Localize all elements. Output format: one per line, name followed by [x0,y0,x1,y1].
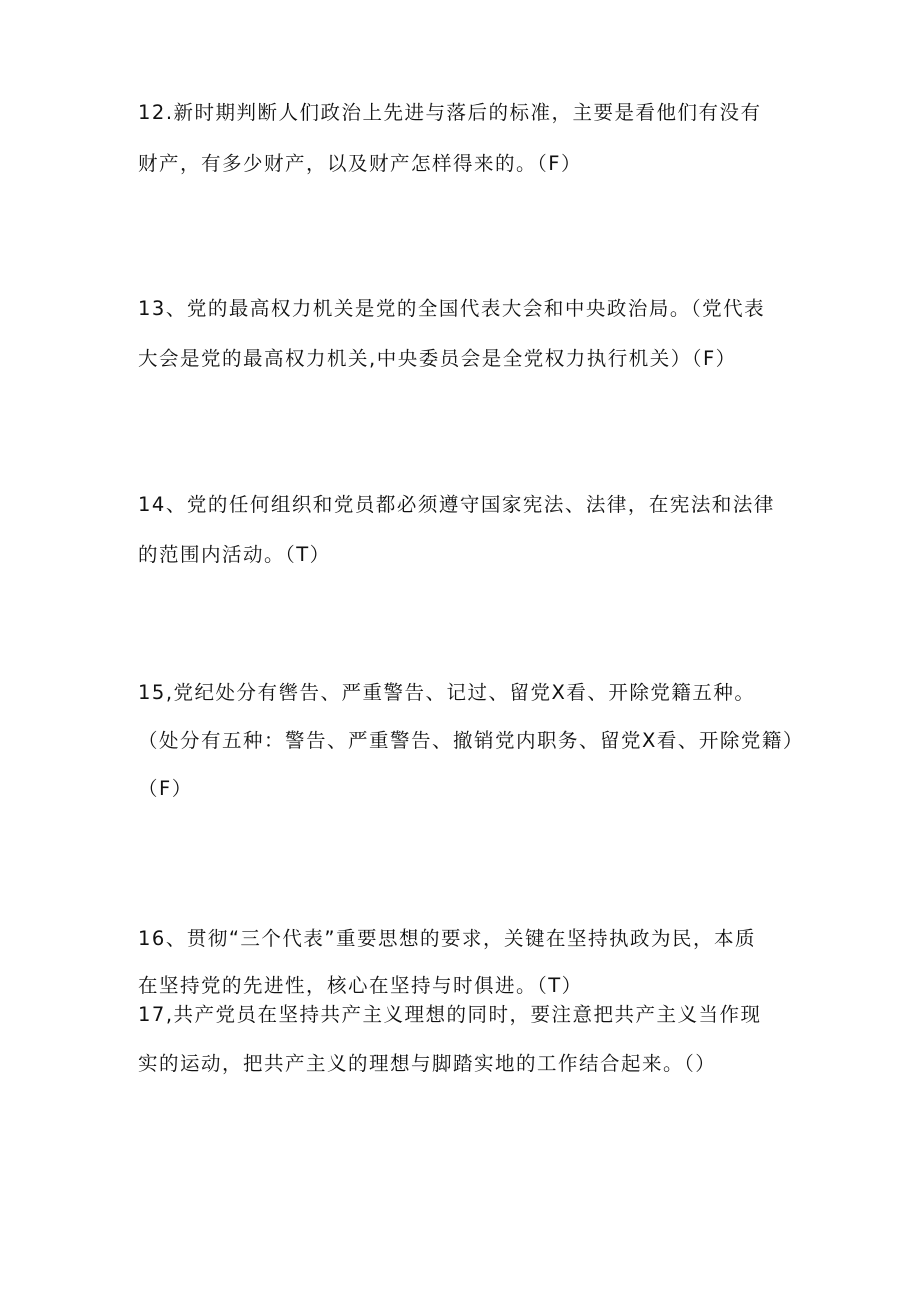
question-line: 12.新时期判断人们政治上先进与落后的标准，主要是看他们有没有 [138,101,762,124]
question-line: 13、党的最高权力机关是党的全国代表大会和中央政治局。（党代表 [138,297,766,320]
question-line: 的范围内活动。（T） [138,543,331,566]
question-line: 14、党的任何组织和党员都必须遵守国家宪法、法律，在宪法和法律 [138,493,775,516]
question-line: 大会是党的最高权力机关,中央委员会是全党权力执行机关）（F） [138,347,737,370]
question-line: 财产，有多少财产，以及财产怎样得来的。（F） [138,152,582,175]
question-line: 15,党纪处分有辔告、严重警告、记过、留党X看、开除党籍五种。 [138,681,756,704]
question-line: （F） [138,777,193,800]
question-line: （处分有五种：警告、严重警告、撤销党内职务、留党X看、开除党籍） [138,729,804,752]
question-line: 16、贯彻“三个代表”重要思想的要求，关键在坚持执政为民，本质 [138,927,757,950]
question-line: 在坚持党的先进性，核心在坚持与时俱进。（T） [138,974,583,997]
question-line: 17,共产党员在坚持共产主义理想的同时，要注意把共产主义当作现 [138,1003,762,1026]
question-line: 实的运动，把共产主义的理想与脚踏实地的工作结合起来。（） [138,1052,717,1075]
